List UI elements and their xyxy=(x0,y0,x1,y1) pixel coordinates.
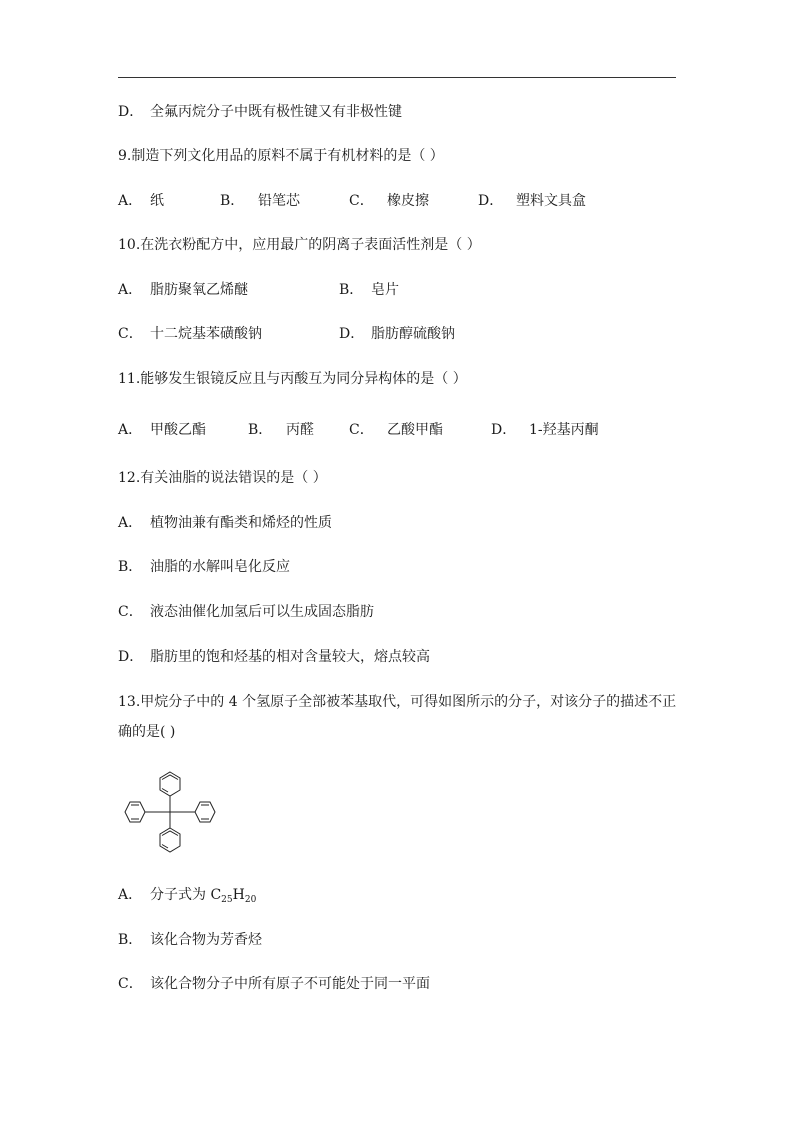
q13-option-b xyxy=(118,930,262,950)
q13-option-a xyxy=(118,885,256,905)
option-label: D． xyxy=(478,193,504,209)
q9-option-c xyxy=(349,191,429,211)
option-label: B． xyxy=(220,193,245,209)
q10-option-c xyxy=(118,324,262,344)
q13-stem-line2: 确的是( ) xyxy=(118,724,176,740)
option-label: A． xyxy=(118,422,143,438)
q9-option-b xyxy=(220,191,300,211)
subscript-h: 20 xyxy=(244,895,257,905)
option-label: C． xyxy=(118,604,143,620)
q12-option-b xyxy=(118,557,290,577)
option-text: 铅笔芯 xyxy=(258,193,300,209)
option-text: 油脂的水解叫皂化反应 xyxy=(150,559,290,575)
option-text: 丙醛 xyxy=(286,422,314,438)
option-label: D． xyxy=(118,649,144,665)
option-label: B． xyxy=(248,422,273,438)
option-text: 乙酸甲酯 xyxy=(387,422,443,438)
q10-stem: 10.在洗衣粉配方中，应用最广的阴离子表面活性剂是（ ） xyxy=(118,237,481,253)
option-label: C． xyxy=(118,326,143,342)
option-text: 十二烷基苯磺酸钠 xyxy=(150,326,262,342)
q11-option-a xyxy=(118,420,206,440)
option-label: C． xyxy=(349,193,374,209)
option-label: A． xyxy=(118,282,143,298)
q12-stem: 12.有关油脂的说法错误的是（ ） xyxy=(118,470,327,486)
option-text: 橡皮擦 xyxy=(387,193,429,209)
q11-option-b xyxy=(248,420,314,440)
formula-h: H xyxy=(232,887,245,903)
option-label: B． xyxy=(339,282,364,298)
option-text: 脂肪醇硫酸钠 xyxy=(371,326,455,342)
option-label: D． xyxy=(491,422,517,438)
q11-option-d xyxy=(491,420,599,440)
q9-option-a xyxy=(118,191,164,211)
option-text: 甲酸乙酯 xyxy=(150,422,206,438)
option-text: 该化合物分子中所有原子不可能处于同一平面 xyxy=(150,976,430,992)
option-label: A． xyxy=(118,515,143,531)
q12-option-d xyxy=(118,647,430,667)
option-label: D． xyxy=(339,326,365,342)
option-text: 分子式为 C xyxy=(150,887,222,903)
option-text: 植物油兼有酯类和烯烃的性质 xyxy=(150,515,332,531)
option-text: 脂肪聚氧乙烯醚 xyxy=(150,282,248,298)
q12-option-c xyxy=(118,602,374,622)
header-rule xyxy=(118,77,676,78)
q13-stem-line1: 13.甲烷分子中的 4 个氢原子全部被苯基取代，可得如图所示的分子，对该分子的描述不正 xyxy=(118,694,677,710)
q10-option-b xyxy=(339,280,399,300)
option-label: B． xyxy=(118,932,143,948)
q9-option-d xyxy=(478,191,586,211)
option-text: 1-羟基丙酮 xyxy=(529,422,599,438)
option-label: A． xyxy=(118,887,143,903)
option-text: 脂肪里的饱和烃基的相对含量较大，熔点较高 xyxy=(150,649,430,665)
q8-option-d xyxy=(118,102,402,122)
option-text: 塑料文具盒 xyxy=(516,193,586,209)
option-label: C． xyxy=(118,976,143,992)
subscript-c: 25 xyxy=(221,895,233,905)
option-label: B． xyxy=(118,559,143,575)
q12-option-a xyxy=(118,513,332,533)
option-text: 皂片 xyxy=(371,282,399,298)
option-label: A． xyxy=(118,193,143,209)
q11-option-c xyxy=(349,420,443,440)
q13-option-c xyxy=(118,974,430,994)
option-label: C． xyxy=(349,422,374,438)
q10-option-a xyxy=(118,280,248,300)
option-label: D． xyxy=(118,104,144,120)
q11-stem: 11.能够发生银镜反应且与丙酸互为同分异构体的是（ ） xyxy=(118,371,467,387)
option-text: 全氟丙烷分子中既有极性键又有非极性键 xyxy=(150,104,402,120)
q9-stem: 9.制造下列文化用品的原料不属于有机材料的是（ ） xyxy=(118,148,444,164)
tetraphenylmethane-structure xyxy=(112,762,232,862)
option-text: 液态油催化加氢后可以生成固态脂肪 xyxy=(150,604,374,620)
q10-option-d xyxy=(339,324,455,344)
option-text: 纸 xyxy=(150,193,164,209)
option-text: 该化合物为芳香烃 xyxy=(150,932,262,948)
